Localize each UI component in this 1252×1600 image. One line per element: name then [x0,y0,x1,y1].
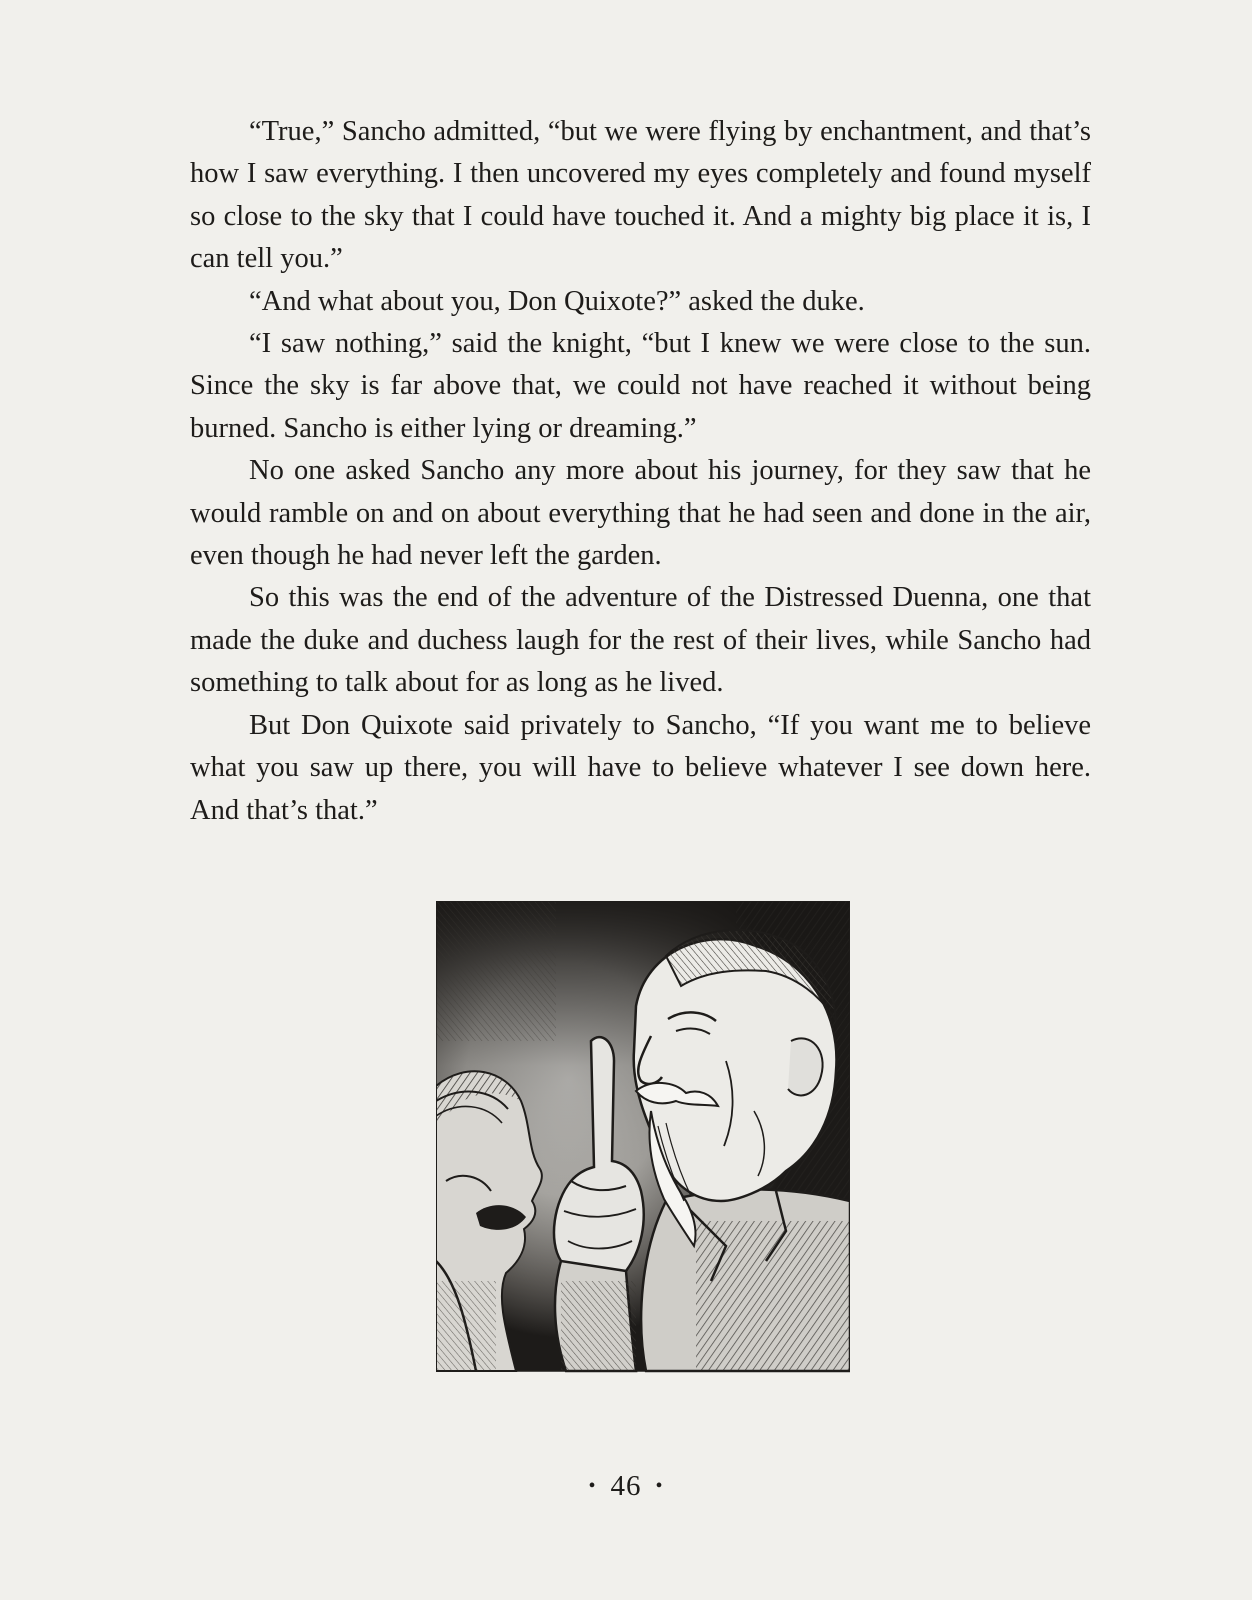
illustration-drawing [436,901,850,1391]
paragraph: “And what about you, Don Quixote?” asked the duke. [249,285,865,317]
illustration-don-quixote-and-sancho [436,901,850,1391]
paragraph: But Don Quixote said privately to Sancho, “If you want me to believe what you saw up there, you will have to believe whatever I see down here. And that’s that.” [190,709,1091,826]
paragraph: “I saw nothing,” said the knight, “but I knew we were close to the sun. Since the sky is far above that, we could not have reached it without being burned. Sancho is either lying or dreaming.” [190,328,1091,444]
paragraph: “True,” Sancho admitted, “but we were flying by enchantment, and that’s how I saw everything. I then uncovered my eyes completely and found myself so close to the sky that I could have touched it. And a mighty big place it is, I can tell you.” [190,116,1091,275]
bullet-icon: • [588,1475,597,1498]
paragraph: So this was the end of the adventure of the Distressed Duenna, one that made the duke and duchess laugh for the rest of their lives, while Sancho had something to talk about for as long as he lived. [190,582,1091,699]
body-text [190,111,1091,832]
bullet-icon: • [655,1475,664,1498]
paragraph: No one asked Sancho any more about his journey, for they saw that he would ramble on and on about everything that he had seen and done in the air, even though he had never left the garden. [190,455,1091,572]
page-number [0,1466,1252,1508]
page-number-value: 46 [610,1470,642,1502]
